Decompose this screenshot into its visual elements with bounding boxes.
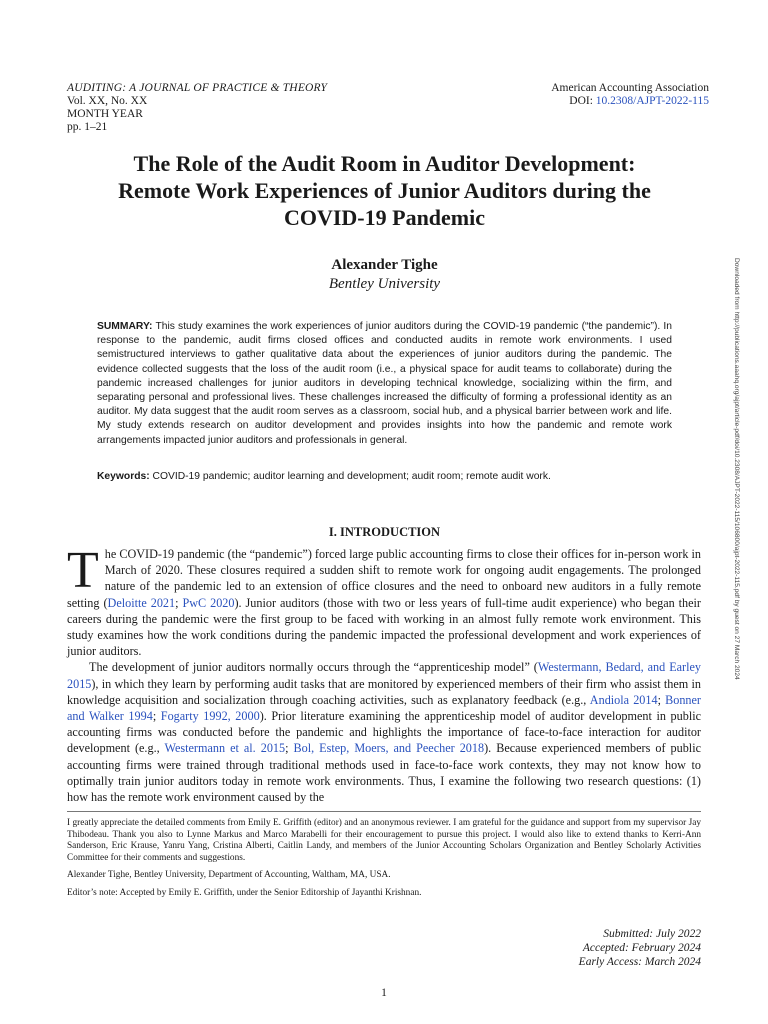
- download-watermark: Downloaded from http://publications.aaahq.org/ajpt/article-pdf/doi/10.2308/AJPT-2022-115/106800/ajpt-2022-115.pdf by guest on 27 March 2024: [733, 258, 740, 680]
- citation-link[interactable]: Andiola 2014: [589, 692, 658, 707]
- submitted-date: Submitted: July 2022: [603, 928, 701, 940]
- acknowledgments: I greatly appreciate the detailed comments from Emily E. Griffith (editor) and an anonymous reviewer. I am grateful for the guidance and support from my supervisor Jay Thibodeau. Thank you also to Lynne Markus and Marco Marabelli for their encouragement to pursue this project. I would also like to extend thanks to Kerri-Ann Sanderson, Eric Krause, Yanru Yang, Cristina Alberti, Caitlin Landy, and members of the Junior Accounting Scholars Organization and Bentley Scholarly Activities Committee for their comments and suggestions.: [67, 818, 701, 863]
- citation-link[interactable]: Bonner and Walker 1994: [67, 692, 701, 724]
- issue-date: MONTH YEAR: [67, 108, 143, 120]
- citation-sep: ;: [175, 595, 183, 610]
- doi-label: DOI:: [569, 95, 596, 107]
- paragraph-1: [67, 542, 701, 659]
- journal-name: AUDITING: A JOURNAL OF PRACTICE & THEORY: [67, 82, 328, 94]
- title-line-3: COVID-19 Pandemic: [283, 205, 486, 230]
- para2-text-1: The development of junior auditors normally occurs through the “apprenticeship model” (: [89, 660, 538, 675]
- author-name: Alexander Tighe: [331, 257, 438, 273]
- citation-sep: ;: [657, 692, 666, 707]
- accepted-date: Accepted: February 2024: [582, 942, 701, 954]
- citation-sep: ;: [285, 741, 294, 756]
- para2-text-3: ). Prior literature examining the apprenticeship model of auditor development in public accounting firms was conducted before the pandemic and highlights the importance of face-to-face interaction for auditor development (e.g.,: [67, 709, 702, 756]
- volume-info: Vol. XX, No. XX: [67, 95, 148, 107]
- citation-link[interactable]: PwC 2020: [182, 595, 235, 610]
- citation-link[interactable]: Westermann et al. 2015: [164, 741, 286, 756]
- journal-header: [67, 82, 327, 134]
- keywords-label: Keywords:: [97, 471, 150, 482]
- para2-text-2: ), in which they learn by performing audit tasks that are monitored by experienced members of their firm who assist them in knowledge acquisition and socialization through coaching activities, such as explanatory feedback (e.g.,: [67, 676, 701, 707]
- author-address: Alexander Tighe, Bentley University, Department of Accounting, Waltham, MA, USA.: [67, 870, 391, 881]
- para1-text-1: he COVID-19 pandemic (the “pandemic”) forced large public accounting firms to close their offices for in-person work in March of 2020. These closures required a sudden shift to remote work for ongoing audit engagements. The prolonged nature of the pandemic led to an extension of office closures and the need to onboard new auditors in a fully remote setting (: [67, 547, 701, 610]
- article-title: [67, 150, 702, 231]
- summary: [97, 320, 672, 448]
- page-number: 1: [381, 987, 387, 999]
- para1-text-2: ). Junior auditors (those with two or less years of full-time audit experience) who began their careers during the pandemic were the first group to be faced with working in an almost fully remote work environment. This study examines how the work conditions during the pandemic impacted the professional development and work experiences of junior auditors.: [67, 595, 701, 659]
- paragraph-2: [67, 659, 701, 805]
- summary-text: This study examines the work experiences of junior auditors during the COVID-19 pandemic (“the pandemic”). In response to the pandemic, audit firms closed offices and conducted audits in remote work environments. I used semistructured interviews to gather qualitative data about the experiences of junior auditors during the pandemic. The evidence collected suggests that the loss of the audit room (i.e., a physical space for audit teams to collaborate) during the pandemic increased challenges for junior auditors in developing technical knowledge, socializing within the firm, and separating personal and professional lives. These challenges increased the difficulty of forming a professional identity as an auditor. My data suggest that the audit room serves as a classroom, social hub, and a physical barrier between work and life. My study extends research on auditor development and provides insights into how the pandemic and remote work arrangements impacted junior auditors and professionals in general.: [97, 321, 672, 446]
- title-line-1: The Role of the Audit Room in Auditor Development:: [133, 151, 636, 176]
- footnotes: [67, 818, 701, 906]
- citation-link[interactable]: Bol, Estep, Moers, and Peecher 2018: [293, 741, 485, 756]
- body-text: [67, 542, 702, 805]
- doi-link[interactable]: 10.2308/AJPT-2022-115: [595, 95, 709, 107]
- para2-text-4: ). Because experienced members of public accounting firms were trained through traditional methods used in face-to-face work contexts, they may not know how to optimally train junior auditors today in remote work environments. Thus, I examine the following two research questions: (1) how has the remote work environment caused by the: [67, 741, 701, 805]
- citation-sep: ;: [152, 709, 161, 724]
- author-affiliation: Bentley University: [328, 276, 441, 292]
- summary-label: SUMMARY:: [97, 321, 153, 332]
- citation-link[interactable]: Westermann, Bedard, and Earley 2015: [67, 660, 701, 691]
- footnote-divider: [67, 811, 701, 812]
- editor-note: Editor’s note: Accepted by Emily E. Griffith, under the Senior Editorship of Jayanthi Krishnan.: [67, 887, 422, 898]
- publisher-header: [551, 82, 709, 108]
- keywords-text: COVID-19 pandemic; auditor learning and development; audit room; remote audit work.: [149, 471, 551, 482]
- citation-link[interactable]: Fogarty 1992, 2000: [160, 709, 260, 724]
- early-access-date: Early Access: March 2024: [578, 956, 701, 968]
- doi-line: [551, 95, 709, 108]
- submission-dates: [579, 927, 701, 969]
- association-name: American Accounting Association: [551, 82, 709, 94]
- title-line-2: Remote Work Experiences of Junior Auditors during the: [118, 178, 651, 203]
- drop-cap: T: [67, 542, 99, 599]
- page-range: pp. 1–21: [67, 121, 108, 133]
- citation-link[interactable]: Deloitte 2021: [107, 595, 176, 610]
- keywords: [97, 470, 672, 484]
- section-heading: I. INTRODUCTION: [328, 525, 441, 539]
